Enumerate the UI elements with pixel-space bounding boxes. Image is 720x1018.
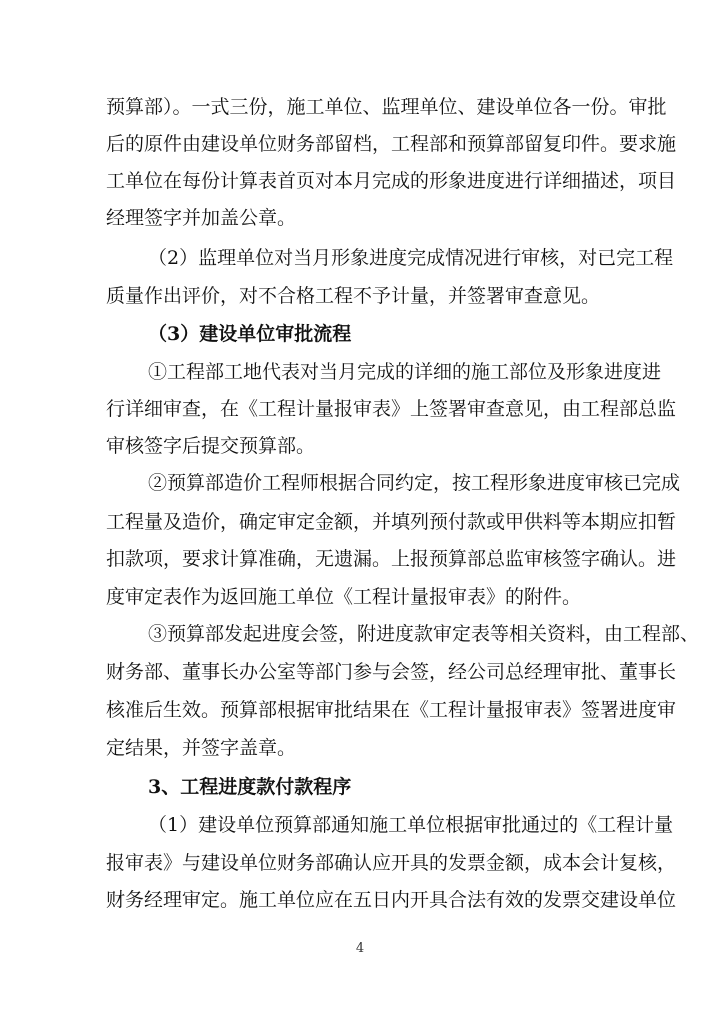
body-text-line: 报审表》与建设单位财务部确认应开具的发票金额，成本会计复核， <box>106 852 677 874</box>
section-heading: 3、工程进度款付款程序 <box>148 776 352 798</box>
body-text-line: 预算部）。一式三份，施工单位、监理单位、建设单位各一份。审批 <box>106 96 667 118</box>
body-text-line: 核准后生效。预算部根据审批结果在《工程计量报审表》签署进度审 <box>106 699 677 721</box>
body-text-line: 后的原件由建设单位财务部留档，工程部和预算部留复印件。要求施 <box>106 133 677 155</box>
body-text-line: ①工程部工地代表对当月完成的详细的施工部位及形象进度进 <box>148 361 662 383</box>
body-text-line: （2）监理单位对当月形象进度完成情况进行审核，对已完工程 <box>148 247 674 269</box>
body-text-line: 行详细审查，在《工程计量报审表》上签署审查意见，由工程部总监 <box>106 398 677 420</box>
body-text-line: ③预算部发起进度会签，附进度款审定表等相关资料，由工程部、 <box>148 623 700 645</box>
body-text-line: 财务经理审定。施工单位应在五日内开具合法有效的发票交建设单位 <box>106 889 677 911</box>
body-text-line: 扣款项，要求计算准确，无遗漏。上报预算部总监审核签字确认。进 <box>106 548 677 570</box>
body-text-line: 质量作出评价，对不合格工程不予计量，并签署审查意见。 <box>106 285 601 307</box>
body-text-line: ②预算部造价工程师根据合同约定，按工程形象进度审核已完成 <box>148 472 681 494</box>
body-text-line: 工程量及造价，确定审定金额，并填列预付款或甲供料等本期应扣暂 <box>106 511 677 533</box>
body-text-line: 定结果，并签字盖章。 <box>106 737 297 759</box>
subheading: （3）建设单位审批流程 <box>148 323 352 345</box>
body-text-line: 财务部、董事长办公室等部门参与会签，经公司总经理审批、董事长 <box>106 661 677 683</box>
body-text-line: 经理签字并加盖公章。 <box>106 207 297 229</box>
body-text-line: 度审定表作为返回施工单位《工程计量报审表》的附件。 <box>106 586 582 608</box>
body-text-line: 工单位在每份计算表首页对本月完成的形象进度进行详细描述，项目 <box>106 170 677 192</box>
page-number: 4 <box>355 941 365 956</box>
body-text-line: 审核签字后提交预算部。 <box>106 435 316 457</box>
body-text-line: （1）建设单位预算部通知施工单位根据审批通过的《工程计量 <box>148 814 674 836</box>
